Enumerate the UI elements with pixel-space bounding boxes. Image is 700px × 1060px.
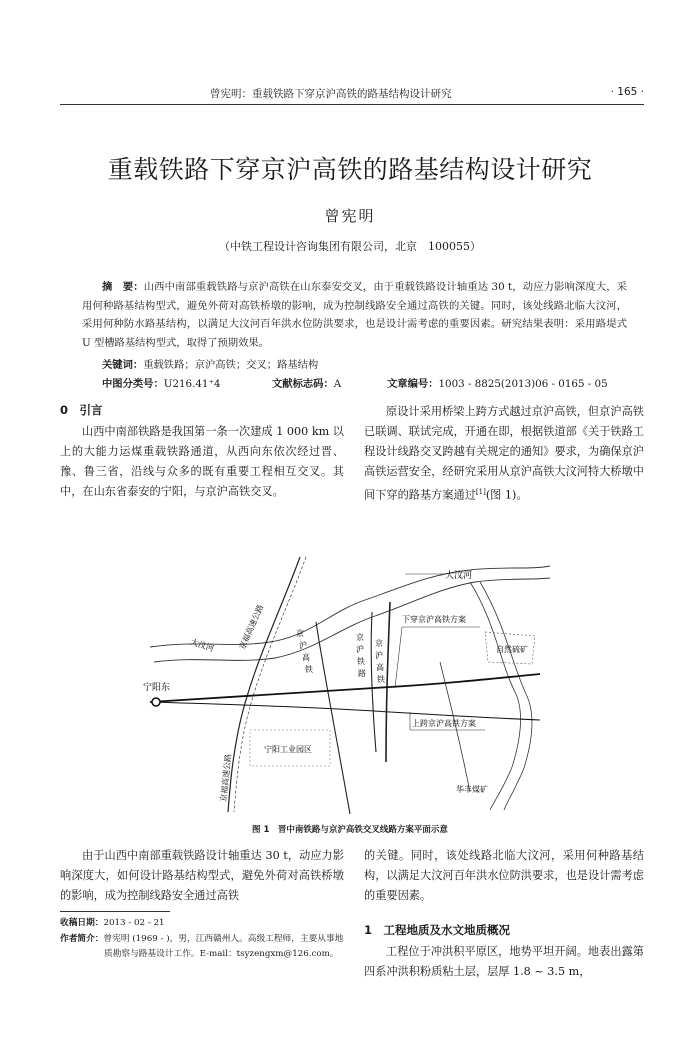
section-0-heading: 0 引言 <box>60 403 103 417</box>
label-hsr-1c: 高 <box>302 653 310 662</box>
footnote-rule <box>60 911 170 912</box>
heavy-haul-overpass-line <box>150 702 540 720</box>
expressway-line-2 <box>234 557 306 812</box>
label-expressway-top: 京福高速公路 <box>237 603 266 651</box>
bj-sh-railway-line <box>371 612 376 752</box>
doc-code-label: 文献标志码： <box>272 378 334 390</box>
keywords-line <box>102 356 318 371</box>
label-hsr-1a: 京 <box>296 629 304 638</box>
running-header <box>60 86 644 105</box>
author-name: 曾宪明 <box>324 207 376 225</box>
para-2-text: 原设计采用桥梁上跨方式越过京沪高铁，但京沪高铁已联调、联试完成，开通在即，根据铁道部《关于铁路工程设计线路交叉跨越有关规定的通知》要求，为确保京沪高铁运营安全，经研究采用从京沪高铁大汶河特大桥墩中间下穿的路基方案通过 <box>364 405 644 502</box>
bottom-left-paragraph: 由于山西中南部重载铁路设计轴重达 30 t，动应力影响深度大，如何设计路基结构型式，避免外荷对高铁桥墩的影响，成为控制线路安全通过高铁 <box>60 849 344 902</box>
bj-sh-hsr-line <box>316 622 350 814</box>
clc-label: 中图分类号： <box>102 378 164 390</box>
label-railway-c: 铁 <box>357 657 365 666</box>
bio-label: 作者简介： <box>60 934 104 944</box>
section-1-heading: 1 工程地质及水文地质概况 <box>364 923 511 937</box>
keywords-label: 关键词： <box>102 359 144 371</box>
river-branch-east-inner <box>480 582 532 810</box>
river-branch-east <box>470 582 521 810</box>
abstract <box>82 278 627 352</box>
bottom-right-paragraph: 的关键。同时，该处线路北临大汶河，采用何种路基结构，以满足大汶河百年洪水位防洪要求，也是设计需考虑的重要因素。 <box>364 849 644 902</box>
label-under-plan: 下穿京沪高铁方案 <box>402 615 466 624</box>
bio-text: 曾宪明 (1969 - )，男，江西赣州人。高级工程师，主要从事地质勘察与路基设计工作。E-mail：tsyzengxm@126.com。 <box>103 934 344 959</box>
label-railway-d: 路 <box>358 669 366 678</box>
label-expressway-bottom: 京福高速公路 <box>219 753 234 803</box>
affiliation: （中铁工程设计咨询集团有限公司，北京 100055） <box>219 240 481 253</box>
author-bio <box>60 932 344 962</box>
para-2-end: (图 1)。 <box>485 488 528 502</box>
expressway-line <box>228 557 300 812</box>
article-no: 1003 - 8825(2013)06 - 0165 - 05 <box>438 378 608 390</box>
citation-ref: [1] <box>475 488 486 496</box>
label-hsr-1d: 铁 <box>305 665 313 674</box>
section-0-para-2 <box>364 402 644 506</box>
label-hsr-2b: 沪 <box>375 651 383 660</box>
label-hsr-2a: 京 <box>375 639 383 648</box>
label-railway-a: 京 <box>356 633 364 642</box>
label-industrial-park: 宁阳工业园区 <box>264 745 312 754</box>
figure-1-caption: 图 1 晋中南铁路与京沪高铁交叉线路方案平面示意 <box>252 825 448 835</box>
label-coal-mine: 华丰煤矿 <box>456 785 488 794</box>
keywords: 重载铁路；京沪高铁；交叉；路基结构 <box>143 359 319 371</box>
label-river-top: 大汶河 <box>445 571 473 581</box>
running-title: 曾宪明：重载铁路下穿京沪高铁的路基结构设计研究 <box>210 88 452 100</box>
label-hsr-2c: 高 <box>376 663 384 672</box>
section-1-paragraph: 工程位于冲洪积平原区，地势平坦开阔。地表出露第四系冲洪积粉质粘土层，层厚 1.8 ~ 3.5 m， <box>364 945 644 978</box>
received-value: 2013 - 02 - 21 <box>103 918 165 928</box>
heavy-haul-underpass-line <box>150 674 540 702</box>
received-label: 收稿日期： <box>60 918 104 928</box>
abstract-text: 山西中南部重载铁路与京沪高铁在山东泰安交叉，由于重载铁路设计轴重达 30 t，动应力影响深度大，采用何种路基结构型式，避免外荷对高铁桥墩的影响，成为控制线路安全通过高铁的关键。同时，该处线路北临大汶河，采用何种防水路基结构，以满足大汶河百年洪水位防洪要求，也是设计需考虑的重要因素。研究结果表明：采用路堤式 U 型槽路基结构型式，取得了预期效果。 <box>82 281 627 349</box>
bj-sh-hsr-line-2 <box>386 602 390 762</box>
figure-1-map <box>140 552 560 814</box>
doc-code: A <box>333 378 342 390</box>
section-0-para-1: 山西中南部铁路是我国第一条一次建成 1 000 km 以上的大能力运煤重载铁路通道，从西向东依次经过晋、豫、鲁三省，沿线与众多的既有重要工程相互交叉。其中，在山东省泰安的宁阳，与京沪高铁交叉。 <box>60 425 344 498</box>
label-quarry: 自然硫矿 <box>496 645 528 654</box>
label-ningyang-east: 宁阳东 <box>143 683 171 693</box>
label-hsr-2d: 铁 <box>377 675 385 684</box>
paper-title: 重载铁路下穿京沪高铁的路基结构设计研究 <box>107 155 593 184</box>
label-over-plan: 上跨京沪高铁方案 <box>412 719 476 728</box>
clc-code: U216.41⁺4 <box>163 378 221 390</box>
classification-line <box>102 375 642 390</box>
abstract-label: 摘 要： <box>102 281 144 293</box>
river-outline-north <box>150 566 550 647</box>
received-date <box>60 916 340 931</box>
label-hsr-1b: 沪 <box>299 641 307 650</box>
page-number: · 165 · <box>610 86 644 98</box>
label-railway-b: 沪 <box>356 645 364 654</box>
ningyang-east-station <box>152 698 160 706</box>
label-river-left: 大汶河 <box>189 637 215 654</box>
article-no-label: 文章编号： <box>387 378 439 390</box>
